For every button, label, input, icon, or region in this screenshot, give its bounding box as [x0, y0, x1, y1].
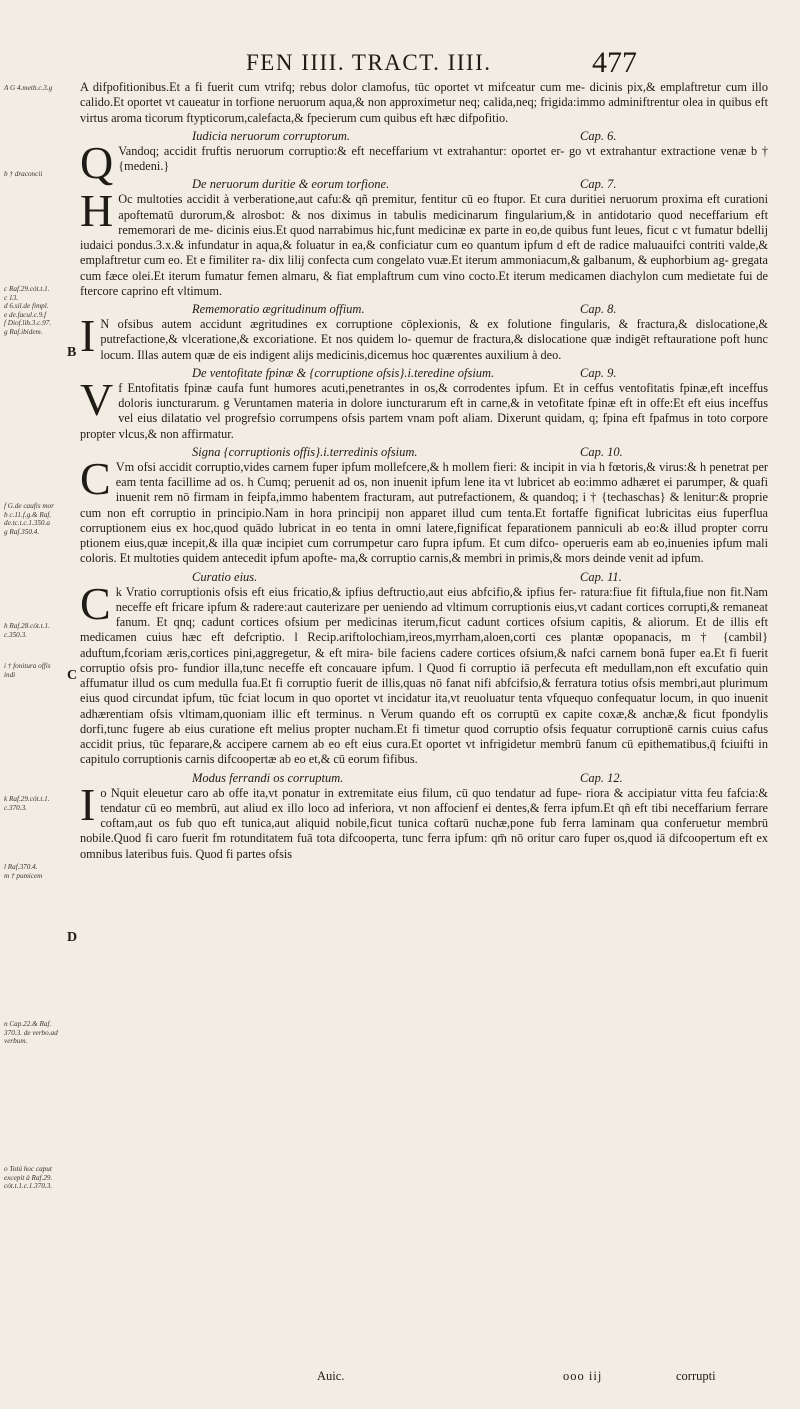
running-head-title: FEN IIII. TRACT. IIII.	[246, 50, 492, 75]
paragraph	[80, 373, 768, 442]
paragraph	[80, 80, 768, 126]
chapter-number: Cap. 12.	[580, 770, 623, 785]
paragraph-text: f Entofitatis fpinæ caufa funt humores acuti,penetrantes in os,& corrodentes ipfum. Et in ceffus ventofitatis fpinæ,eft inceffus doloris iuncturarum. g Veruntamen materia in dolore iuncturarum eft in carne,& in vetofitate fpinæ eft in offe:Et eft eius inceffus vel eius dilatatio vel progrefsio corrumpens ofsis partem vnam poft aliam. Dixerunt quidam, q; fpina eft fpafmus in toto corpore propter vlcus,& non affirmatur.	[80, 380, 768, 441]
chapter-number: Cap. 10.	[580, 444, 623, 459]
chapter-heading	[80, 365, 768, 381]
chapter-title: Iudicia neruorum corruptorum.	[192, 128, 350, 143]
margin-note: b † draconcii	[4, 170, 43, 178]
chapter-number: Cap. 6.	[580, 128, 617, 143]
page-footer	[0, 1369, 800, 1389]
chapter-heading	[80, 770, 768, 786]
margin-note: l Raf.370.4. m † pumicem	[4, 863, 43, 880]
paragraph-text: N ofsibus autem accidunt ægritudines ex corruptione cōplexionis, & ex folutione fingularis, & fractura,& dislocatione,& putrefactione,& vlceratione,& excoriatione. Et nos quidem lo- quemur de fractura,& dislocatione quæ indigēt reftauratione poft hunc locum. Illas autem quæ de eis indigent alijs medicinis,dicemus hoc quærentes auxilium à deo.	[100, 317, 768, 362]
signature-mark: ooo iij	[563, 1369, 603, 1383]
chapter-number: Cap. 8.	[580, 302, 617, 316]
margin-notes-column	[0, 0, 76, 1409]
chapter-title: Modus ferrandi os corruptum.	[192, 770, 344, 785]
paragraph-text: Oc multoties accidit à verberatione,aut cafu:& qñ premitur, fentitur cū eo ftupor. Et cura duritiei neruorum proxima eft curationi apoftematū durorum,& alrosbot: & nos diximus in tabulis medicinarum fingularium,& in antidotario quod neceffarium eft rememorari de me- dicinis eius.Et quod narrabimus hic,funt medicinæ ex parte in eo,de quibus funt leues, ficut c vt fumatur bdellij iudaici pondus.3.x.& infundatur in aqua,& foluatur in ea,& conficiatur cum eo quantum ipfum d eft de radice maluauifci contriti valde,& emplaftretur cum eo. Et e fimiliter ra- dix lilij confecta cum congelato vuæ.Et iterum ammoniacum,& galbanum, & euphorbium ag- gregata cum fæce olei.Et iterum fumatur femen almaru, & fiat emplaftrum cum vino cocto.Et iterum medicamen diachylon cum medietate fui de ftercore caprino eft vltimum.	[80, 192, 768, 298]
paragraph-text: Vm ofsi accidit corruptio,vides carnem fuper ipfum mollefcere,& h mollem fieri: & incipit in via h fœtoris,& virus:& h penetrat per eam tenta facillime ad os. h Cumq; peruenit ad os, non inuenit ipfum lene ita vt lubricet ab eo:immo adhæret ei parumper, & quafi inuenit rem nō firmam in feipfa,immo habentem fracturam, aut putrefactionem, & quandoq; i † {techaschas} & lenitur:& proprie cum non eft corruptio in principio.Nam in hora principij non apparet illud cum tenta.Et fortaffe fignificat lubricitas eius fuperflua corruptionem eius ex hoc,quod quādo lubricat in eo tenta in omni latere,fignificat feparationem panniculi ab eo:& illud propter corru ptionem eius,quæ incepit,& illa quæ incipiet cum corrumpetur caro fupra ipfum. Et cum difco- operueris eam ab eo,inuenies ipfum mali coloris. Et multoties quidem antecedit ipfum apofte- ma,& corruptio carnis,& membri in primis,& mors deinde venit ad ipfum.	[80, 459, 768, 566]
chapter-heading	[80, 176, 768, 192]
paragraph	[80, 310, 768, 363]
chapter-title: Rememoratio ægritudinum offium.	[192, 302, 365, 316]
paragraph	[80, 577, 768, 768]
page-number: 477	[592, 46, 637, 79]
footer-catchword-left: Auic.	[317, 1369, 345, 1383]
chapter-title: Signa {corruptionis offis}.i.terredinis ofsium.	[192, 444, 418, 459]
section-letter-b: B	[67, 345, 77, 360]
chapter-heading	[80, 569, 768, 585]
chapter-number: Cap. 7.	[580, 177, 617, 192]
margin-note: c Raf.29.cót.t.1. c 13. d 6.sil.de fimpl. e de.facul.c.9.f f Diof.lib.3.c.97. g Raf.ibidem.	[4, 285, 52, 336]
drop-initial: I	[80, 778, 96, 830]
chapter-title: De neruorum duritie & eorum torfione.	[192, 177, 390, 192]
paragraph-text: k Vratio corruptionis ofsis eft eius fricatio,& ipfius deftructio,aut eius abfcifio,& ipfius fer- ratura:fiue fit fiftula,fiue non fit.Nam neceffe eft fricare ipfum & radere:aut cauterizare per ueniendo ad vltimum corruptionis eius,vt cadant cortices corrupti,& remaneat fanum. Et qnq; cadunt cortices ofsium per medicinas iterum,ficut cadunt cortices ofsium capitis, & aliorum. Et de illis eft medicamen cuius hæc eft defcriptio. l Recip.ariftolochiam,ireos,myrrham,aloen,corti ces plantæ opopanacis, m † {cambil} aduftum,fcoriam æris,cortices pini,aggregetur, & eft mira- bile faciens cadere cortices ofsium,& nafci carnem bonā fuper ea.Et fi fuerit corruptio ofsis pro- fundior illa,tunc neceffe eft concauare ipfum. l Quod fi corruptio iā perfecuta eft medullam,non eft excufatio quin affumatur illud os cum medulla fua.Et fi corruptio fuerit de illis,quas nō fanat nifi abfcifsio,& ferratura totius ofsis membri,aut plurimum eius quod circundat ipfum, tūc fciat locum in quo oportet vt incidatur ita,vt reuoluatur tenta vfquequo confequatur locum, in quo inuenit adhærentiam ofsis vltimam,quoniam illic eft terminus. n Verum quando eft os corruptū ex capite coxæ,& anchæ,& ficut fpondylis dorfi,tunc fugere ab eius curatione eft melius propter nucham.Et fi timetur quod corruptio ofsis fequatur corruptionē carnis cuius cafus accidit prius, tūc feparare,& accipere carnem ab eo eft eius cura.Et oportet vt infrigidetur membrū fanum cū epithematibus,q̄ fciuifti in capitulo corruptionis carnis difcoopertæ ab eo et,& cū eorum fifibus.	[80, 584, 768, 767]
margin-note: f G.de caufis mor b c.11.f.g.& Raf. de.tc.t.c.1.350.a g Raf.350.4.	[4, 502, 54, 536]
drop-initial: I	[80, 310, 96, 361]
catchword: corrupti	[676, 1369, 716, 1383]
drop-initial: H	[80, 185, 114, 237]
paragraph	[80, 778, 768, 862]
paragraph-text: Vandoq; accidit fruftis neruorum corruptio:& eft neceffarium vt extrahantur: oportet er- go vt extrahantur extractione venæ b † {medeni.}	[118, 143, 768, 173]
chapter-number: Cap. 9.	[580, 365, 617, 380]
section-letter-d: D	[67, 930, 78, 945]
chapter-title: Curatio eius.	[192, 569, 258, 584]
chapter-heading	[80, 444, 768, 460]
chapter-number: Cap. 11.	[580, 569, 622, 584]
drop-initial: C	[80, 452, 111, 504]
margin-note: i † fonitura offis indi	[4, 662, 51, 679]
margin-note: A G 4.meth.c.3.g	[4, 84, 53, 92]
drop-initial: Q	[80, 136, 114, 188]
margin-note: h Raf.28.cót.t.1. c.350.3.	[4, 622, 50, 639]
margin-note: o Totú hoc caput excepit à Raf.29. cót.t.1.c.1.370.3.	[4, 1165, 53, 1190]
chapter-heading	[80, 128, 768, 144]
section-letter-c: C	[67, 668, 78, 683]
paragraph	[80, 452, 768, 567]
paragraph	[80, 185, 768, 299]
margin-note: n Cap.22.& Raf. 370.3. de verbo.ad verbum.	[4, 1020, 58, 1045]
chapter-title: De ventofitate fpinæ & {corruptione ofsis}.i.teredine ofsium.	[192, 365, 495, 380]
chapter-heading	[80, 301, 768, 317]
drop-initial: C	[80, 577, 111, 629]
drop-initial: V	[80, 373, 114, 425]
main-text-block	[80, 80, 768, 862]
margin-note: k Raf.29.cót.t.1. c.370.3.	[4, 795, 50, 812]
paragraph-text: A difpofitionibus.Et a fi fuerit cum vtrifq; rebus dolor clamofus, tūc oportet vt mifceatur cum me- dicinis pix,& emplaftretur cum illo calido.Et oportet vt caueatur in torfione neruorum aqua,& non approximetur neq; calida,neq; frigida:immo adminiftrentur olea in quibus eft virtus aroma ticorum ftypticorum,calefacta,& fpecierum cum quibus eft hæc difpofitio.	[80, 80, 768, 125]
paragraph-text: o Nquit eleuetur caro ab offe ita,vt ponatur in extremitate eius filum, cū quo tendatur ad fupe- riora & accipiatur vitta feu fafcia:& tendatur cū eo membrū, aut aliud ex illo loco ad inferiora, vt non affocienf ei dentes,& ferra ipfum.Et qñ eft tibi neceffarium ferrare coftam,aut os fub quo eft tunica,aut aliquid nobile,ficut tunica coftarū nuchæ,pone fub ferra laminam qua conferuetur membrū nobile.Quod fi caro fuerit fm rotunditatem fuā tota difcooperta, tunc ferra ipfum: qm̄ nō oritur caro fuper os,quod iā difcoopertum eft ex omnibus lateribus fuis. Quod fi partes ofsis	[80, 785, 768, 861]
